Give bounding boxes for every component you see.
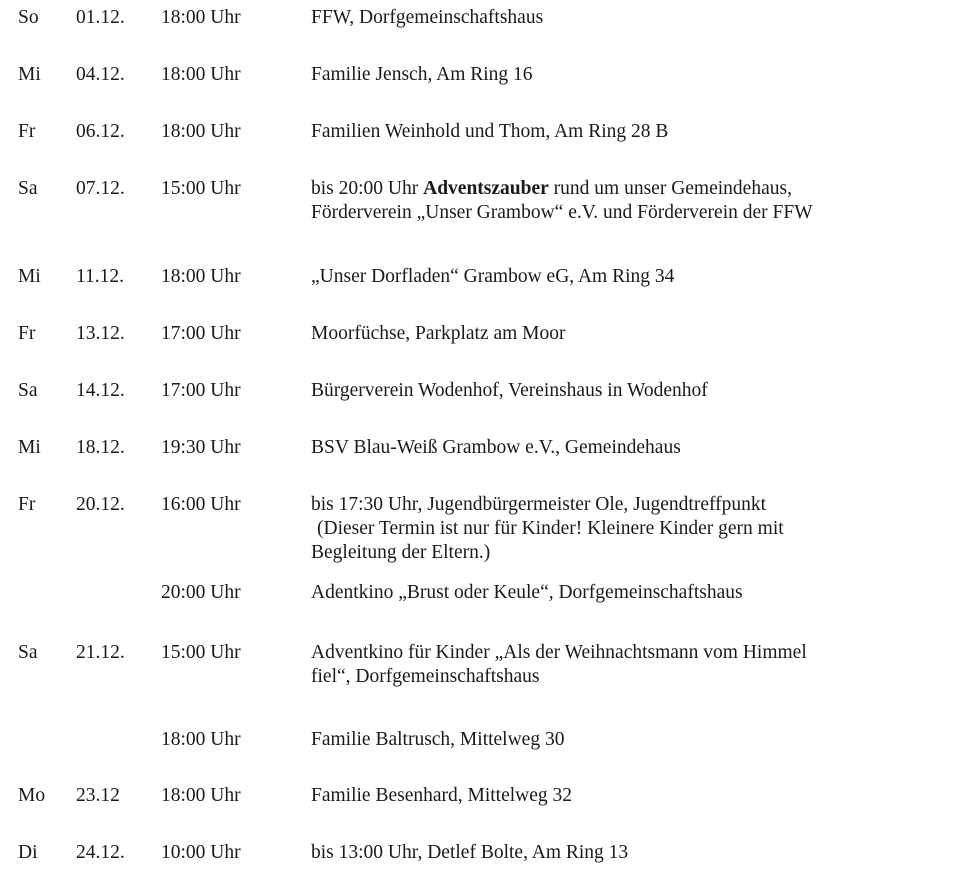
entry-date: 04.12. [76,64,125,85]
entry-description [311,436,681,460]
entry-date: 23.12 [76,785,120,806]
entry-time: 18:00 Uhr [161,121,241,142]
entry-date: 24.12. [76,842,125,863]
entry-day: Di [18,842,38,863]
entry-time: 18:00 Uhr [161,785,241,806]
entry-description-line: Moorfüchse, Parkplatz am Moor [311,323,566,344]
entry-description-line: Bürgerverein Wodenhof, Vereinshaus in Wodenhof [311,380,708,401]
entry-time: 17:00 Uhr [161,380,241,401]
entry-time: 16:00 Uhr [161,494,241,515]
entry-day: Fr [18,323,36,344]
entry-time: 18:00 Uhr [161,266,241,287]
entry-date: 14.12. [76,380,125,401]
entry-day: Mo [18,785,46,806]
entry-description [311,63,533,87]
entry-time: 10:00 Uhr [161,842,241,863]
entry-description-line: (Dieser Termin ist nur für Kinder! Kleinere Kinder gern mit [317,518,784,539]
entry-date: 20.12. [76,494,125,515]
entry-description-line: Adentkino „Brust oder Keule“, Dorfgemeinschaftshaus [311,582,743,603]
entry-time: 19:30 Uhr [161,437,241,458]
entry-description [311,581,743,605]
entry-time: 17:00 Uhr [161,323,241,344]
entry-day: Sa [18,178,38,199]
entry-description [311,322,566,346]
entry-description-suffix: rund um unser Gemeindehaus, [548,178,792,199]
entry-description [311,177,813,225]
entry-description [311,728,564,752]
entry-description [311,120,668,144]
entry-description-line: Familie Jensch, Am Ring 16 [311,64,533,85]
entry-date: 11.12. [76,266,125,287]
entry-description-line: Förderverein „Unser Grambow“ e.V. und Förderverein der FFW [311,202,813,223]
entry-description [311,841,628,865]
entry-time: 18:00 Uhr [161,729,241,750]
entry-date: 21.12. [76,642,125,663]
entry-date: 07.12. [76,178,125,199]
entry-description [311,379,708,403]
entry-description-prefix: bis 20:00 Uhr [311,178,424,199]
entry-description-line: „Unser Dorfladen“ Grambow eG, Am Ring 34 [311,266,675,287]
entry-description-line: bis 17:30 Uhr, Jugendbürgermeister Ole, Jugendtreffpunkt [311,494,767,515]
entry-description-line: Begleitung der Eltern.) [311,542,491,563]
entry-day: Mi [18,64,41,85]
entry-description-line: Adventkino für Kinder „Als der Weihnachtsmann vom Himmel [311,642,807,663]
entry-day: Sa [18,642,38,663]
entry-description [311,6,543,30]
entry-date: 18.12. [76,437,125,458]
entry-description-line: Familie Baltrusch, Mittelweg 30 [311,729,565,750]
entry-time: 15:00 Uhr [161,178,241,199]
entry-description-line: bis 13:00 Uhr, Detlef Bolte, Am Ring 13 [311,842,629,863]
entry-date: 06.12. [76,121,125,142]
entry-description [311,784,572,808]
entry-description-line [311,177,813,201]
entry-day: Mi [18,437,41,458]
entry-description [311,641,807,689]
entry-time: 20:00 Uhr [161,582,241,603]
entry-time: 15:00 Uhr [161,642,241,663]
entry-date: 01.12. [76,7,125,28]
entry-description-line: Familie Besenhard, Mittelweg 32 [311,785,573,806]
entry-description [311,493,784,565]
entry-day: Sa [18,380,38,401]
entry-description-line: FFW, Dorfgemeinschaftshaus [311,7,544,28]
entry-date: 13.12. [76,323,125,344]
entry-day: Mi [18,266,41,287]
entry-day: Fr [18,494,36,515]
entry-description-line: BSV Blau-Weiß Grambow e.V., Gemeindehaus [311,437,681,458]
event-highlight-adventszauber: Adventszauber [423,178,549,199]
entry-time: 18:00 Uhr [161,64,241,85]
entry-time: 18:00 Uhr [161,7,241,28]
entry-description [311,265,674,289]
entry-description-line: Familien Weinhold und Thom, Am Ring 28 B [311,121,669,142]
entry-description-line: fiel“, Dorfgemeinschaftshaus [311,666,540,687]
entry-day: Fr [18,121,36,142]
entry-day: So [18,7,39,28]
